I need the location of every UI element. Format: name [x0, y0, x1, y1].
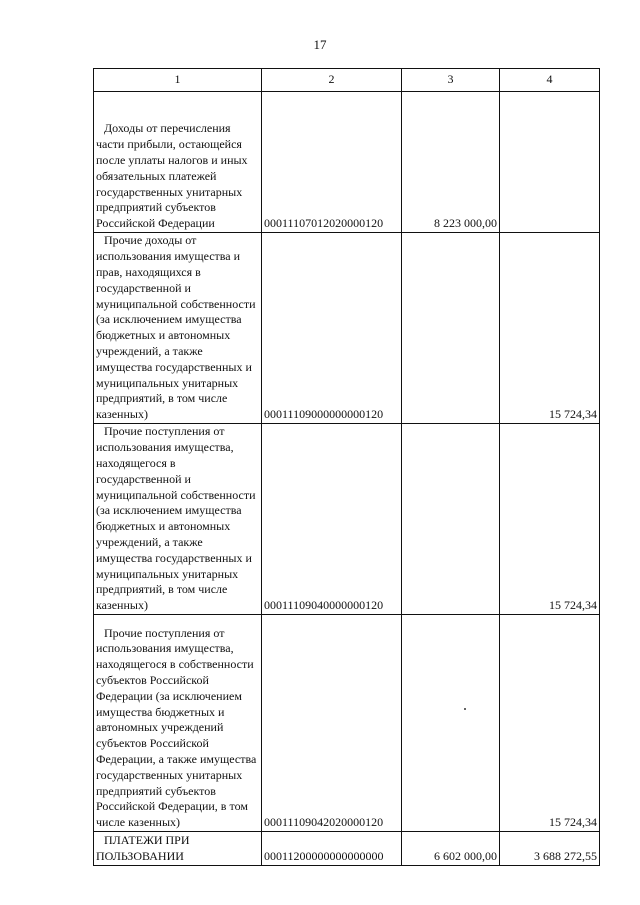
header-col-1: 1	[94, 69, 262, 92]
row-code: 00011109000000000120	[262, 233, 402, 424]
row-name-text: ПЛАТЕЖИ ПРИ ПОЛЬЗОВАНИИ	[96, 833, 190, 864]
row-col3	[402, 424, 500, 615]
row-col3	[402, 615, 500, 832]
scan-speck	[464, 708, 466, 710]
row-col4	[500, 92, 600, 233]
row-col4: 3 688 272,55	[500, 832, 600, 866]
header-col-4: 4	[500, 69, 600, 92]
row-code: 00011109042020000120	[262, 615, 402, 832]
row-code: 00011107012020000120	[262, 92, 402, 233]
row-name	[94, 832, 262, 866]
row-col4: 15 724,34	[500, 424, 600, 615]
header-col-2: 2	[262, 69, 402, 92]
table-header-row	[94, 69, 600, 92]
row-name	[94, 233, 262, 424]
row-name-text: Прочие доходы от использования имущества и прав, находящихся в государственной и муниципальной собственности (за исключением имущества бюджетных и автономных учреждений, а также имущества государственных и муниципальных унитарных предприятий, в том числе казенных)	[96, 233, 256, 422]
table-row	[94, 424, 600, 615]
row-col3: 8 223 000,00	[402, 92, 500, 233]
row-name	[94, 424, 262, 615]
row-col3: 6 602 000,00	[402, 832, 500, 866]
table-row	[94, 615, 600, 832]
row-name-text: Прочие поступления от использования имущества, находящегося в собственности субъектов Российской Федерации (за исключением имущества бюджетных и автономных учреждений субъектов Российской Федерации, а также имущества государственных унитарных предприятий субъектов Российской Федерации, в том числе казенных)	[96, 625, 257, 830]
page-number: 17	[313, 37, 327, 52]
header-col-3: 3	[402, 69, 500, 92]
row-col4: 15 724,34	[500, 615, 600, 832]
row-name	[94, 92, 262, 233]
row-code: 00011109040000000120	[262, 424, 402, 615]
table-row	[94, 92, 600, 233]
row-col4: 15 724,34	[500, 233, 600, 424]
table-row	[94, 832, 600, 866]
row-col3	[402, 233, 500, 424]
budget-table	[93, 68, 600, 866]
row-name-text: Доходы от перечисления части прибыли, остающейся после уплаты налогов и иных обязательных платежей государственных унитарных предприятий субъектов Российской Федерации	[96, 121, 248, 231]
row-name-text: Прочие поступления от использования имущества, находящегося в государственной и муниципальной собственности (за исключением имущества бюджетных и автономных учреждений, а также имущества государственных и муниципальных унитарных предприятий, в том числе казенных)	[96, 424, 256, 613]
table-row	[94, 233, 600, 424]
row-code: 00011200000000000000	[262, 832, 402, 866]
row-name	[94, 615, 262, 832]
